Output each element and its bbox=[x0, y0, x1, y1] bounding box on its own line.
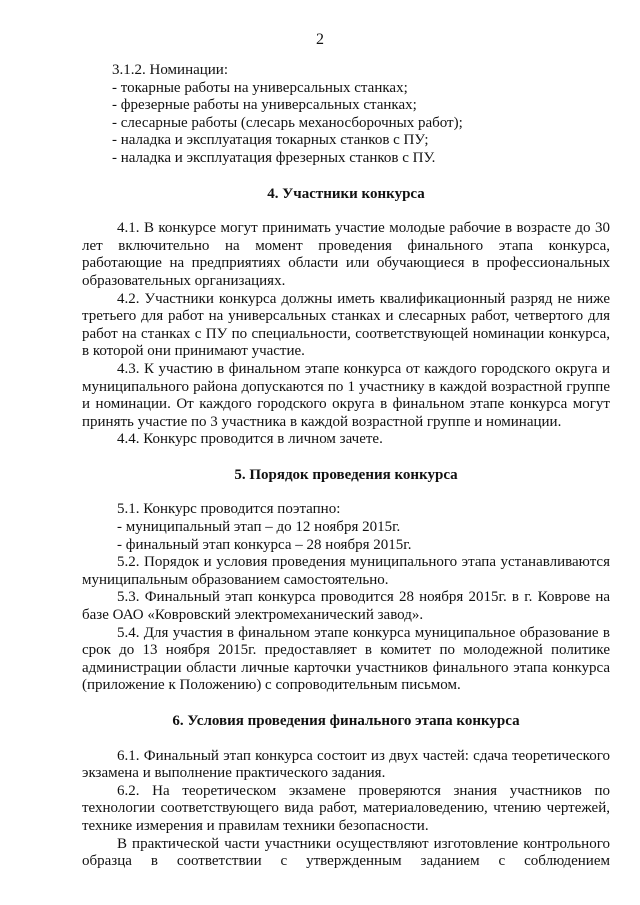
nominations-block bbox=[112, 62, 610, 168]
nomination-item: - фрезерные работы на универсальных станках; bbox=[112, 97, 417, 114]
page-number: 2 bbox=[316, 31, 324, 48]
section-4-heading: 4. Участники конкурса bbox=[267, 185, 425, 202]
paragraph-5-4: 5.4. Для участия в финальном этапе конкурса муниципальное образование в срок до 13 ноября 2015г. предоставляет в комитет по молодежной политике администрации области личные карточки участников финального этапа конкурса (приложение к Положению) с сопроводительным письмом. bbox=[82, 624, 610, 694]
nominations-title: 3.1.2. Номинации: bbox=[112, 62, 229, 78]
document-body bbox=[82, 62, 610, 871]
section-5-heading: 5. Порядок проведения конкурса bbox=[234, 466, 458, 483]
paragraph-4-4: 4.4. Конкурс проводится в личном зачете. bbox=[117, 431, 383, 448]
paragraph-5-2: 5.2. Порядок и условия проведения муниципального этапа устанавливаются муниципальным образованием самостоятельно. bbox=[82, 554, 610, 588]
stage-item-final: - финальный этап конкурса – 28 ноября 2015г. bbox=[117, 536, 412, 553]
nomination-item: - наладка и эксплуатация фрезерных станков с ПУ. bbox=[112, 149, 436, 166]
nomination-item: - слесарные работы (слесарь механосборочных работ); bbox=[112, 114, 463, 131]
paragraph-6-3: В практической части участники осуществляют изготовление контрольного образца в соответствии с утвержденным заданием с соблюдением bbox=[82, 835, 610, 870]
section-6-heading: 6. Условия проведения финального этапа конкурса bbox=[172, 713, 520, 729]
stage-item-municipal: - муниципальный этап – до 12 ноября 2015г. bbox=[117, 519, 401, 536]
paragraph-4-3: 4.3. К участию в финальном этапе конкурса от каждого городского округа и муниципального района допускаются по 1 участнику в каждой возрастной группе и номинации. От каждого городского округа в финальном этапе конкурса могут принять участие по 3 участника в каждой возрастной группе и номинации. bbox=[82, 360, 610, 430]
paragraph-4-2: 4.2. Участники конкурса должны иметь квалификационный разряд не ниже третьего для работ на универсальных станках и слесарных работ, четвертого для работ на станках с ПУ по специальности, соответствующей номинации конкурса, в которой они принимают участие. bbox=[82, 290, 610, 360]
paragraph-6-1: 6.1. Финальный этап конкурса состоит из двух частей: сдача теоретического экзамена и выполнение практического задания. bbox=[82, 747, 610, 782]
paragraph-4-1: 4.1. В конкурсе могут принимать участие молодые рабочие в возрасте до 30 лет включительно на момент проведения финального этапа конкурса, работающие на предприятиях области или обучающиеся в профессиональных образовательных организациях. bbox=[82, 220, 610, 289]
paragraph-5-1: 5.1. Конкурс проводится поэтапно: bbox=[117, 501, 341, 518]
paragraph-6-2: 6.2. На теоретическом экзамене проверяются знания участников по технологии соответствующего вида работ, материаловедению, чтению чертежей, технике измерения и правилам техники безопасности. bbox=[82, 782, 610, 834]
nomination-item: - токарные работы на универсальных станках; bbox=[112, 79, 408, 96]
paragraph-5-3: 5.3. Финальный этап конкурса проводится 28 ноября 2015г. в г. Коврове на базе ОАО «Ковровский электромеханический завод». bbox=[82, 589, 610, 624]
nomination-item: - наладка и эксплуатация токарных станков с ПУ; bbox=[112, 132, 429, 149]
